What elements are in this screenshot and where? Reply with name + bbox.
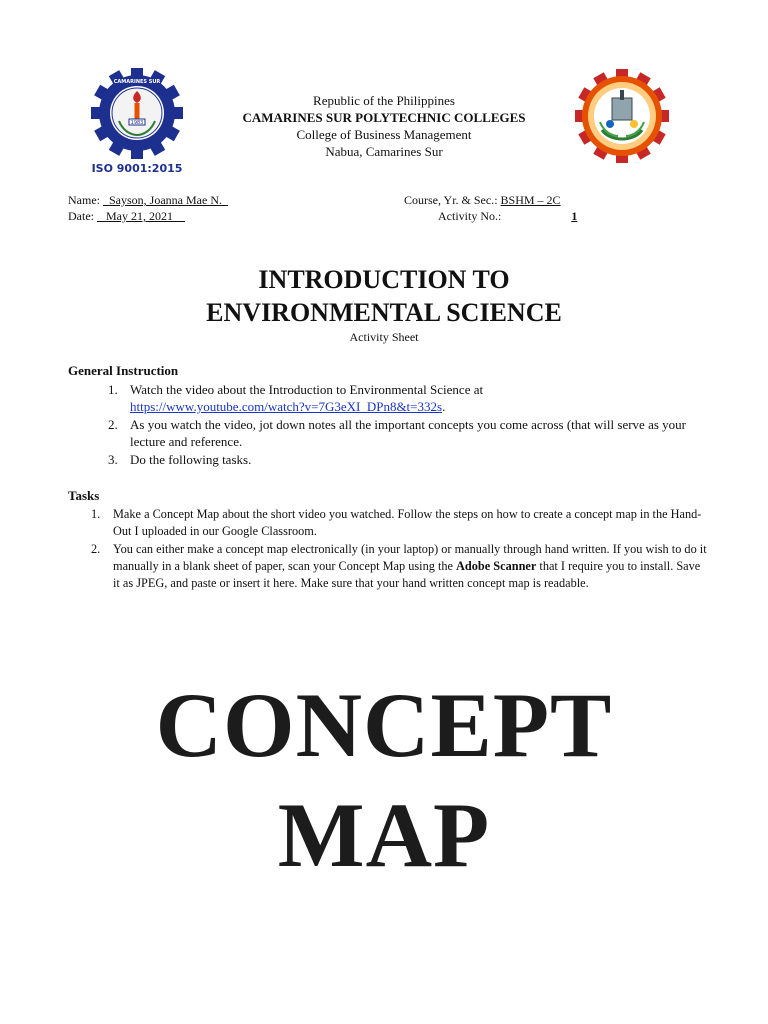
page-title bbox=[0, 263, 768, 329]
tasks-list bbox=[91, 506, 708, 593]
title-line-1: INTRODUCTION TO bbox=[258, 265, 510, 294]
list-item: 2. As you watch the video, jot down notes all the important concepts you come across (that will serve as your lecture and reference. bbox=[108, 417, 686, 449]
name-label: Name: bbox=[68, 193, 100, 207]
course-label: Course, Yr. & Sec.: bbox=[404, 193, 498, 207]
department-name: College of Business Management bbox=[296, 127, 472, 142]
adobe-scanner-text: Adobe Scanner bbox=[456, 559, 537, 573]
tasks-heading: Tasks bbox=[68, 488, 100, 503]
course-field bbox=[404, 192, 637, 208]
title-line-2: ENVIRONMENTAL SCIENCE bbox=[206, 298, 562, 327]
iso-label: ISO 9001:2015 bbox=[91, 162, 183, 175]
location-line: Nabua, Camarines Sur bbox=[325, 144, 443, 159]
date-value: May 21, 2021 bbox=[106, 209, 173, 223]
youtube-link[interactable]: https://www.youtube.com/watch?v=7G3eXI_DPn8&t=332s bbox=[130, 399, 443, 414]
cspc-seal-logo bbox=[88, 68, 186, 176]
republic-line: Republic of the Philippines bbox=[313, 93, 455, 108]
list-item: 1. Make a Concept Map about the short video you watched. Follow the steps on how to create a concept map in the Hand-Out I uploaded in our Google Classroom. bbox=[91, 507, 702, 538]
general-instruction-list bbox=[108, 381, 700, 469]
activity-value: 1 bbox=[571, 209, 578, 223]
activity-label: Activity No.: bbox=[438, 209, 502, 223]
map-heading: MAP bbox=[277, 784, 491, 886]
college-name: CAMARINES SUR POLYTECHNIC COLLEGES bbox=[242, 110, 526, 125]
activity-field bbox=[438, 208, 644, 224]
institution-header bbox=[200, 92, 568, 160]
general-instruction-heading: General Instruction bbox=[68, 363, 179, 378]
course-value: BSHM – 2C bbox=[500, 193, 561, 207]
logo-year: 1983 bbox=[130, 120, 144, 126]
name-value: Sayson, Joanna Mae N. bbox=[109, 193, 222, 207]
college-department-logo bbox=[572, 66, 672, 174]
list-item: 3. Do the following tasks. bbox=[108, 452, 252, 467]
svg-text:CAMARINES SUR: CAMARINES SUR bbox=[113, 79, 161, 85]
date-label: Date: bbox=[68, 209, 94, 223]
name-field bbox=[68, 192, 228, 208]
list-item: 2. You can either make a concept map electronically (in your laptop) or manually through hand written. If you wish to do it manually in a blank sheet of paper, scan your Concept Map using the Adobe Scanner that I require you to install. Save it as JPEG, and paste or insert it here. Make sure that your hand written concept map is readable. bbox=[91, 542, 707, 590]
list-item: 1. Watch the video about the Introduction to Environmental Science at https://www.youtube.com/watch?v=7G3eXI_DPn8&t=332s. bbox=[108, 382, 484, 414]
date-field bbox=[68, 208, 185, 224]
page-subtitle: Activity Sheet bbox=[349, 330, 419, 344]
concept-heading: CONCEPT bbox=[155, 674, 613, 776]
